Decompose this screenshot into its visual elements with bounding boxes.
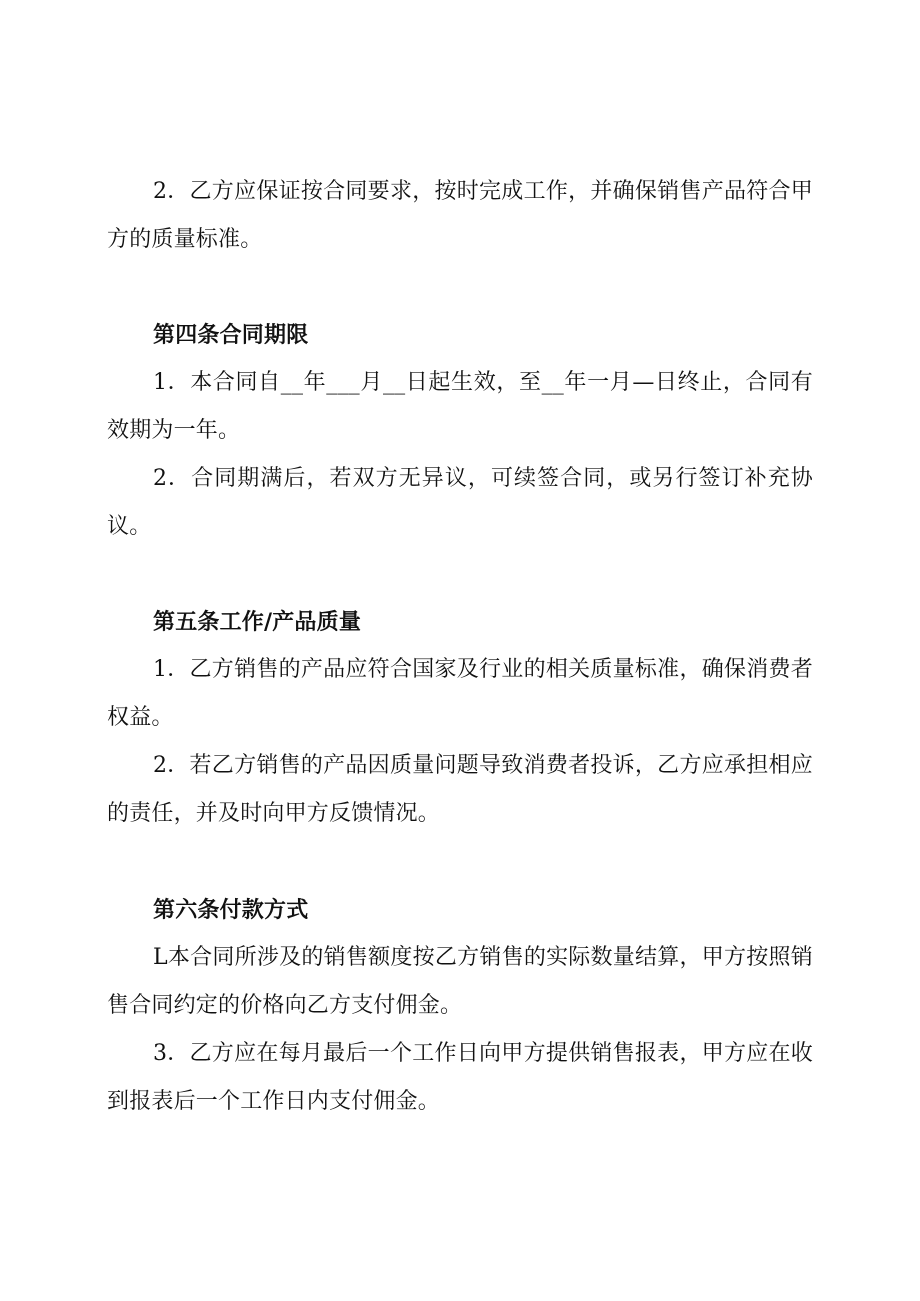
- paragraph: L本合同所涉及的销售额度按乙方销售的实际数量结算，甲方按照销售合同约定的价格向乙方支付佣金。: [107, 945, 813, 1018]
- clause-6-section: [107, 886, 813, 1126]
- paragraph: 1．乙方销售的产品应符合国家及行业的相关质量标准，确保消费者权益。: [107, 657, 813, 730]
- clause-4-section: [107, 311, 813, 551]
- paragraph: 2．若乙方销售的产品因质量问题导致消费者投诉，乙方应承担相应的责任，并及时向甲方反馈情况。: [107, 753, 813, 826]
- section-heading: 第五条工作/产品质量: [153, 609, 362, 635]
- section-heading: 第四条合同期限: [153, 322, 309, 348]
- clause-3-continuation: [107, 168, 813, 264]
- paragraph: 2．合同期满后，若双方无异议，可续签合同，或另行签订补充协议。: [107, 466, 813, 539]
- section-heading: 第六条付款方式: [153, 897, 309, 923]
- clause-5-section: [107, 598, 813, 838]
- paragraph: 1．本合同自__年___月__日起生效，至__年一月—日终止，合同有效期为一年。: [107, 370, 813, 443]
- paragraph: 2．乙方应保证按合同要求，按时完成工作，并确保销售产品符合甲方的质量标准。: [107, 179, 813, 252]
- paragraph: 3．乙方应在每月最后一个工作日向甲方提供销售报表，甲方应在收到报表后一个工作日内支付佣金。: [107, 1041, 813, 1114]
